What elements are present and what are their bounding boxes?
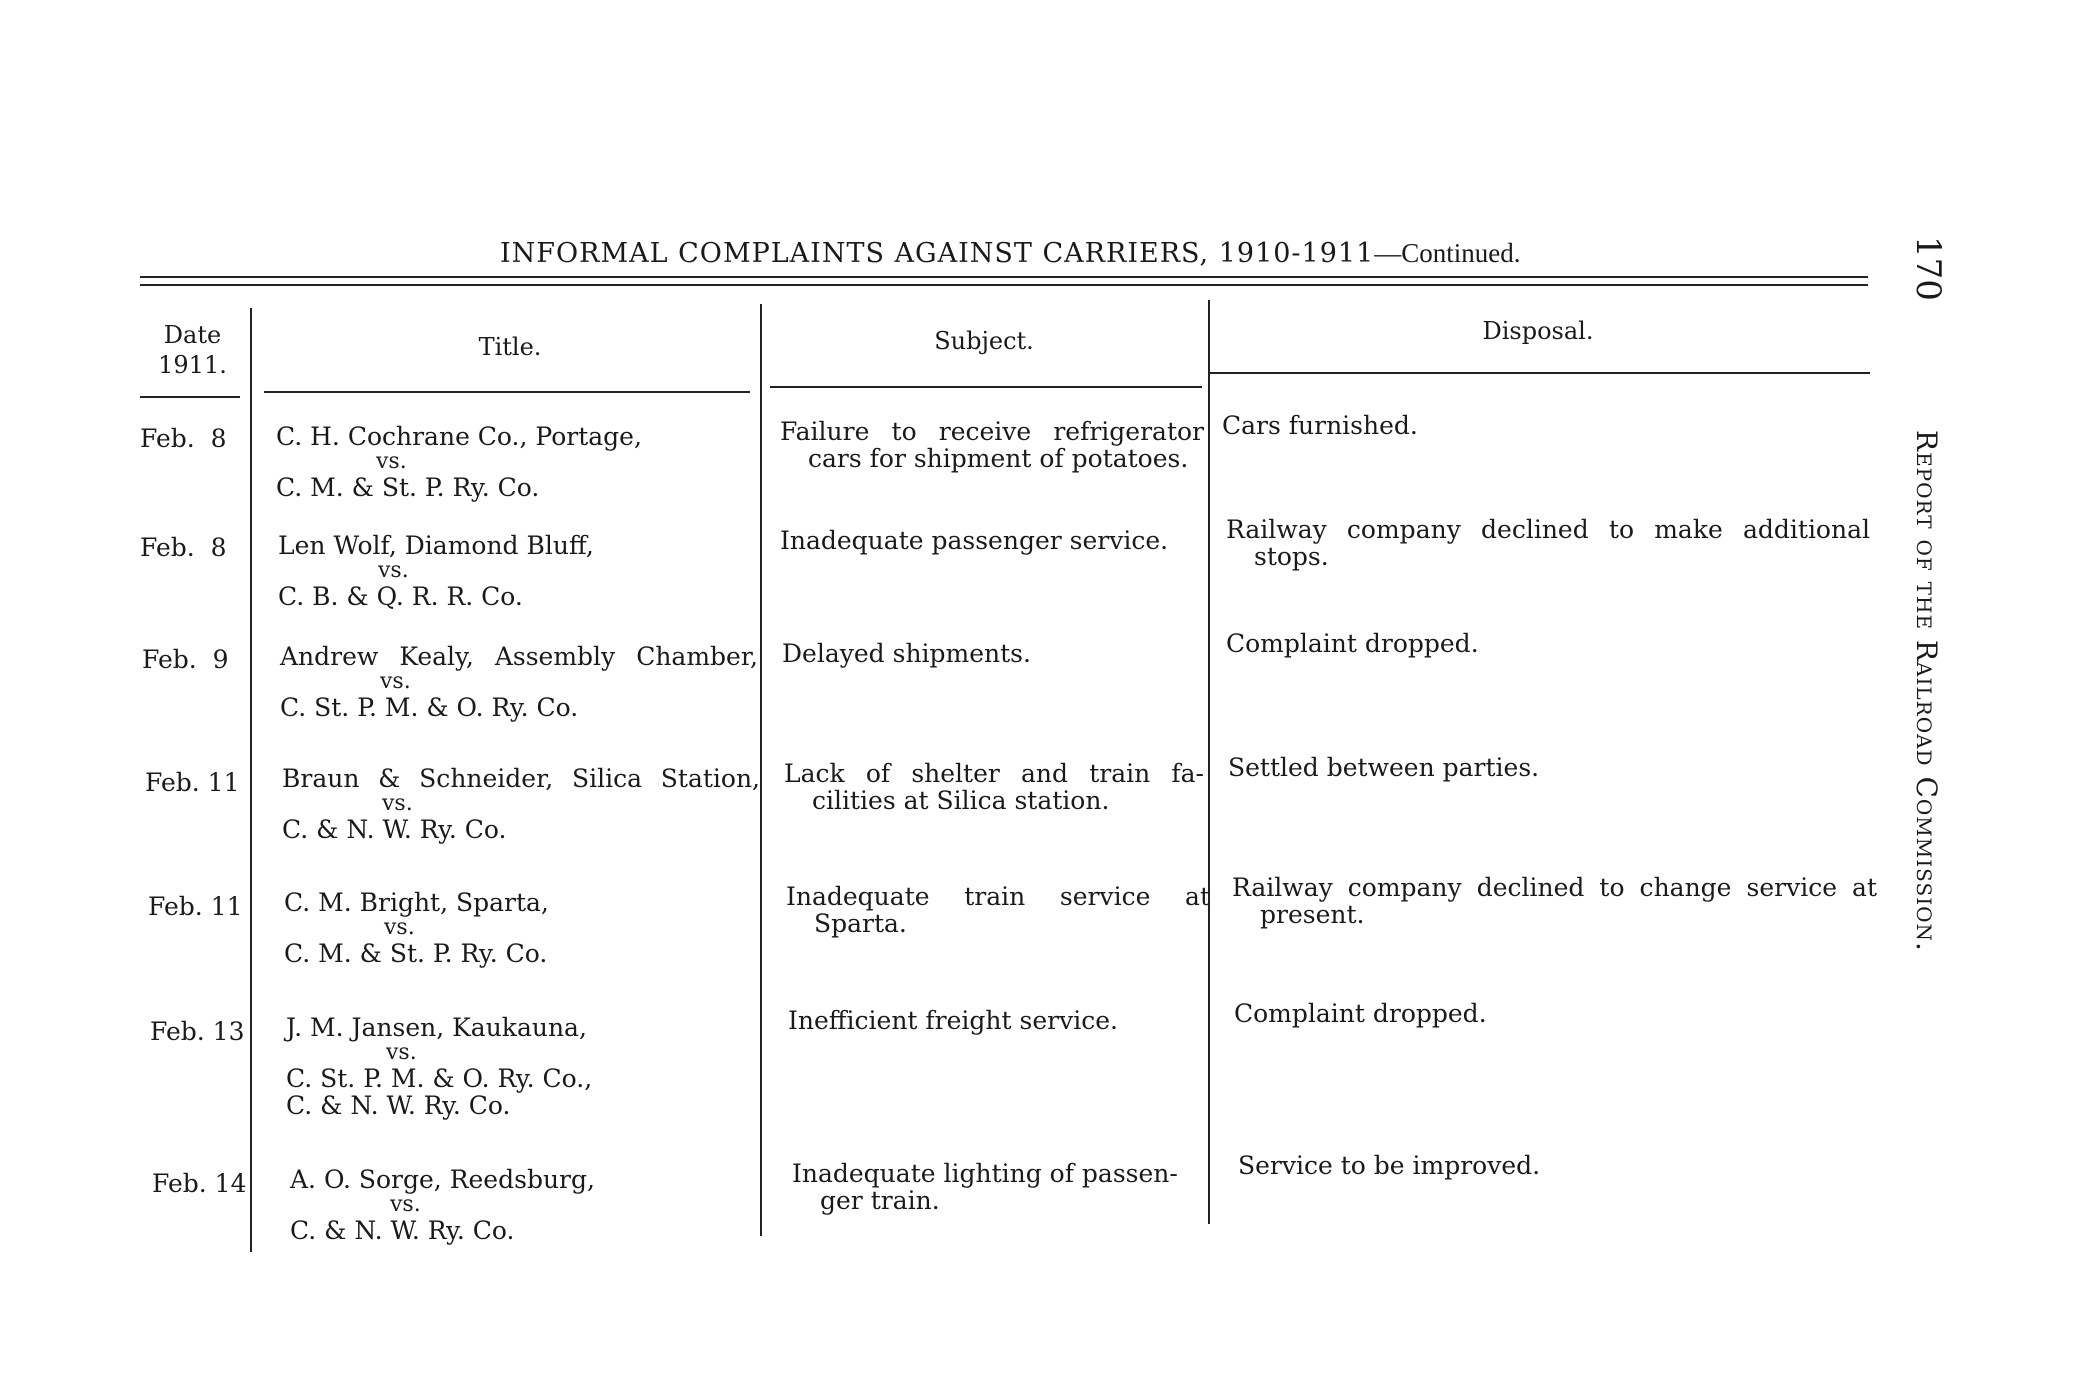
- row-4-disposal-line-1: Settled between parties.: [1228, 753, 1540, 782]
- row-7-title: [290, 1166, 595, 1244]
- row-7-title-carrier: C. & N. W. Ry. Co.: [290, 1216, 515, 1245]
- row-1-title-carrier: C. M. & St. P. Ry. Co.: [276, 473, 540, 502]
- page-heading: [500, 238, 1521, 269]
- row-4-subject: [784, 760, 1204, 814]
- row-4-disposal: [1228, 754, 1539, 781]
- row-3-disposal-line-1: Complaint dropped.: [1226, 629, 1479, 658]
- row-2-disposal-line-1: Railway company declined to make additional: [1226, 515, 1870, 544]
- row-5-subject-line-2: Sparta.: [814, 909, 907, 938]
- row-1-disposal: [1222, 412, 1418, 439]
- row-4-title-carrier: C. & N. W. Ry. Co.: [282, 815, 507, 844]
- row-5-disposal-line-2: present.: [1260, 900, 1365, 929]
- row-3-subject: [782, 640, 1031, 667]
- row-3-subject-line-1: Delayed shipments.: [782, 639, 1031, 668]
- header-rule-title: [264, 391, 750, 393]
- row-4-title-complainant: Braun & Schneider, Silica Station,: [282, 764, 760, 793]
- row-6-disposal: [1234, 1000, 1487, 1027]
- row-7-subject: [792, 1160, 1178, 1214]
- row-4-title-vs: vs.: [382, 791, 413, 816]
- row-2-title-carrier: C. B. & Q. R. R. Co.: [278, 582, 523, 611]
- row-4-subject-line-1: Lack of shelter and train fa-: [784, 759, 1204, 788]
- row-3-disposal: [1226, 630, 1479, 657]
- row-6-disposal-line-1: Complaint dropped.: [1234, 999, 1487, 1028]
- row-6-title-vs: vs.: [386, 1040, 417, 1065]
- header-rule-disposal: [1210, 372, 1870, 374]
- top-rule-2: [140, 284, 1868, 286]
- header-disposal: Disposal.: [1482, 317, 1594, 345]
- row-3-title: [280, 643, 758, 721]
- row-2-title-complainant: Len Wolf, Diamond Bluff,: [278, 531, 594, 560]
- row-2-subject: [780, 527, 1168, 554]
- row-2-date: Feb. 8: [140, 533, 227, 562]
- column-divider-title-subject: [760, 304, 762, 1236]
- row-5-disposal: [1232, 874, 1877, 928]
- row-7-subject-line-2: ger train.: [820, 1186, 940, 1215]
- row-7-date: Feb. 14: [152, 1169, 247, 1198]
- row-2-subject-line-1: Inadequate passenger service.: [780, 526, 1169, 555]
- row-2-title: [278, 532, 594, 610]
- header-date-label: Date: [163, 321, 222, 349]
- row-6-title: [286, 1014, 592, 1119]
- row-1-title-vs: vs.: [376, 449, 407, 474]
- row-6-date: Feb. 13: [150, 1017, 245, 1046]
- row-4-title: [282, 765, 760, 843]
- row-3-date: Feb. 9: [142, 645, 229, 674]
- row-1-date: Feb. 8: [140, 424, 227, 453]
- row-1-subject: [780, 418, 1204, 472]
- page-number: 170: [1908, 236, 1948, 301]
- heading-text: INFORMAL COMPLAINTS AGAINST CARRIERS, 1910-1911: [500, 238, 1375, 269]
- row-1-title-complainant: C. H. Cochrane Co., Portage,: [276, 422, 642, 451]
- row-3-title-complainant: Andrew Kealy, Assembly Chamber,: [280, 642, 758, 671]
- row-7-subject-line-1: Inadequate lighting of passen-: [792, 1159, 1178, 1188]
- row-5-subject: [786, 883, 1210, 937]
- row-2-disposal-line-2: stops.: [1254, 542, 1329, 571]
- header-date-year: 1911.: [158, 351, 227, 379]
- row-6-subject-line-1: Inefficient freight service.: [788, 1006, 1118, 1035]
- row-6-title-carrier-2: C. & N. W. Ry. Co.: [286, 1091, 511, 1120]
- row-5-title-complainant: C. M. Bright, Sparta,: [284, 888, 549, 917]
- column-divider-subject-disposal: [1208, 300, 1210, 1224]
- row-5-disposal-line-1: Railway company declined to change service at: [1232, 873, 1877, 902]
- header-title: Title.: [478, 333, 542, 361]
- row-2-title-vs: vs.: [378, 558, 409, 583]
- row-6-title-complainant: J. M. Jansen, Kaukauna,: [286, 1013, 587, 1042]
- row-3-title-vs: vs.: [380, 669, 411, 694]
- row-5-title: [284, 889, 549, 967]
- row-1-subject-line-1: Failure to receive refrigerator: [780, 417, 1204, 446]
- row-5-title-vs: vs.: [384, 915, 415, 940]
- header-rule-subject: [770, 386, 1202, 388]
- row-5-date: Feb. 11: [148, 892, 243, 921]
- top-rule-1: [140, 276, 1868, 278]
- row-6-title-carrier-1: C. St. P. M. & O. Ry. Co.,: [286, 1064, 593, 1093]
- row-6-subject: [788, 1007, 1118, 1034]
- header-subject: Subject.: [934, 327, 1034, 355]
- row-1-title: [276, 423, 642, 501]
- row-2-disposal: [1226, 516, 1870, 570]
- row-4-subject-line-2: cilities at Silica station.: [812, 786, 1110, 815]
- row-1-disposal-line-1: Cars furnished.: [1222, 411, 1418, 440]
- column-divider-date-title: [250, 308, 252, 1252]
- header-rule-date: [140, 396, 240, 398]
- heading-continued: —Continued.: [1374, 238, 1521, 268]
- row-7-title-complainant: A. O. Sorge, Reedsburg,: [290, 1165, 595, 1194]
- row-1-subject-line-2: cars for shipment of potatoes.: [808, 444, 1189, 473]
- row-4-date: Feb. 11: [145, 768, 240, 797]
- row-7-disposal-line-1: Service to be improved.: [1238, 1151, 1541, 1180]
- header-date: [140, 320, 245, 380]
- row-7-disposal: [1238, 1152, 1540, 1179]
- row-5-title-carrier: C. M. & St. P. Ry. Co.: [284, 939, 548, 968]
- side-running-title: Report of the Railroad Commission.: [1910, 430, 1943, 952]
- row-7-title-vs: vs.: [390, 1192, 421, 1217]
- row-5-subject-line-1: Inadequate train service at: [786, 882, 1210, 911]
- row-3-title-carrier: C. St. P. M. & O. Ry. Co.: [280, 693, 579, 722]
